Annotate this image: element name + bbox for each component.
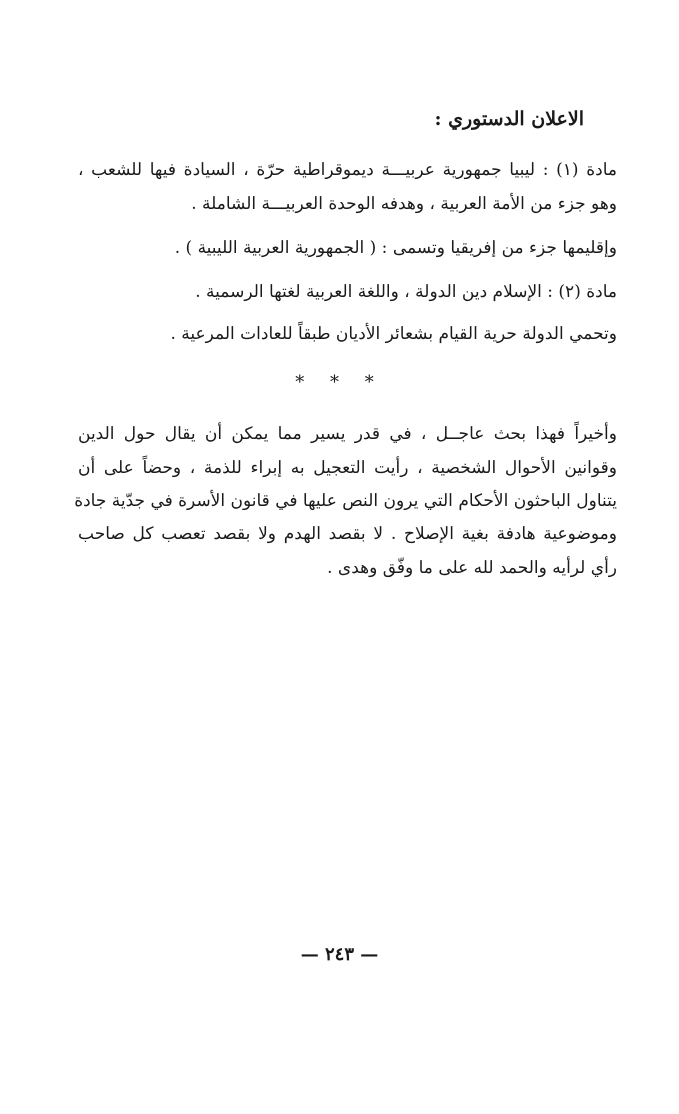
article-1-line-1: مادة (١) : ليبيا جمهورية عربيـــة ديموقراطية حرّة ، السيادة فيها للشعب ، [78,160,617,180]
closing-line-5: رأي لرأيه والحمد لله على ما وفّق وهدى . [327,558,617,578]
closing-line-4: وموضوعية هادفة بغية الإصلاح . لا بقصد الهدم ولا بقصد تعصب كل صاحب [78,524,617,544]
page-number: — ٢٤٣ — [300,944,379,965]
closing-line-2: وقوانين الأحوال الشخصية ، رأيت التعجيل به إبراء للذمة ، وحضاً على أن [78,458,617,478]
section-heading: الاعلان الدستوري : [434,108,584,130]
territory-line: وإقليمها جزء من إفريقيا وتسمى : ( الجمهورية العربية الليبية ) . [174,238,617,258]
section-separator: * * * [295,372,384,393]
article-1-line-2: وهو جزء من الأمة العربية ، وهدفه الوحدة العربيـــة الشاملة . [191,194,617,214]
religious-freedom-line: وتحمي الدولة حرية القيام بشعائر الأديان طبقاً للعادات المرعية . [170,324,617,344]
closing-line-1: وأخيراً فهذا بحث عاجــل ، في قدر يسير مما يمكن أن يقال حول الدين [78,424,617,444]
article-2-line: مادة (٢) : الإسلام دين الدولة ، واللغة العربية لغتها الرسمية . [195,282,617,302]
closing-line-3: يتناول الباحثون الأحكام التي يرون النص عليها في قانون الأسرة في جدّية جادة [74,491,617,511]
